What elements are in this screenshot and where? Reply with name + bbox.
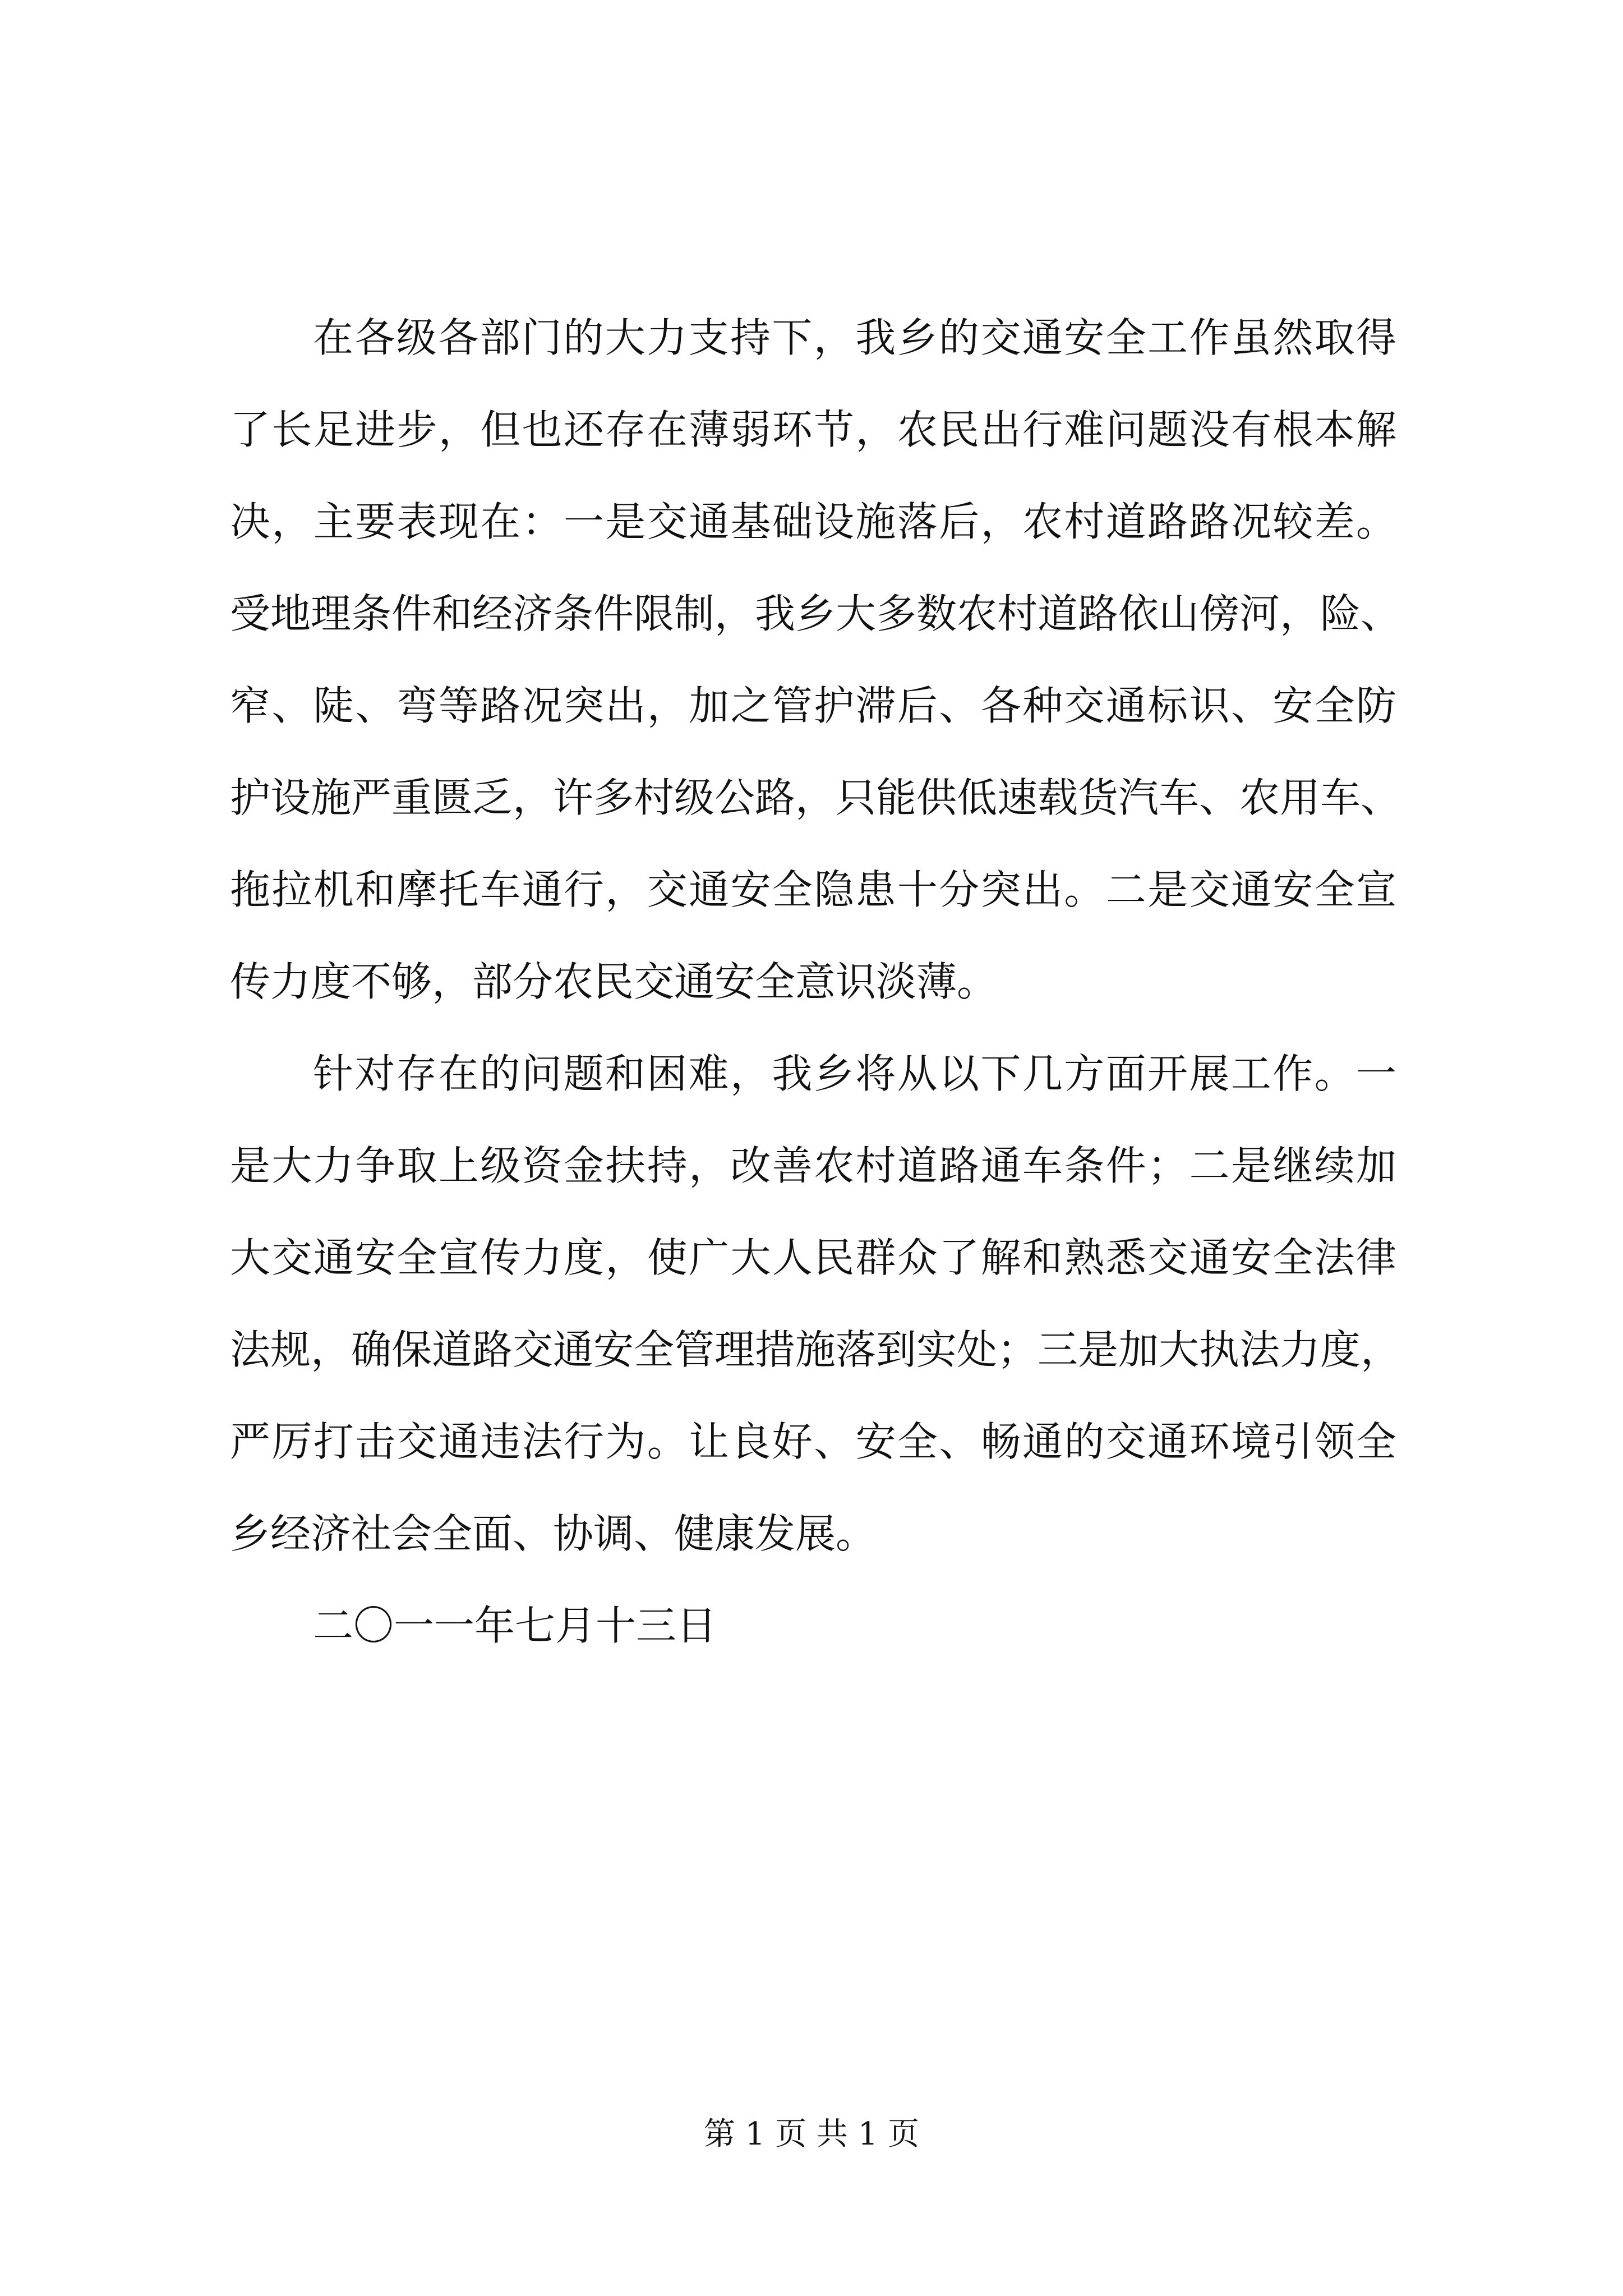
paragraph-1-line: 传力度不够，部分农民交通安全意识淡薄。 [230,958,998,1005]
paragraph-1-line: 窄、陡、弯等路况突出，加之管护滞后、各种交通标识、安全防 [230,682,1396,729]
paragraph-1-line: 了长足进步，但也还存在薄弱环节，农民出行难问题没有根本解 [230,406,1396,453]
paragraph-1 [230,292,1401,1028]
paragraph-2-line: 大交通安全宣传力度，使广大人民群众了解和熟悉交通安全法律 [230,1234,1396,1281]
paragraph-2-line: 是大力争取上级资金扶持，改善农村道路通车条件；二是继续加 [230,1142,1396,1189]
paragraph-1-line: 在各级各部门的大力支持下，我乡的交通安全工作虽然取得 [313,314,1396,361]
document-date: 二〇一一年七月十三日 [313,1602,717,1649]
paragraph-2-line: 法规，确保道路交通安全管理措施落到实处；三是加大执法力度， [230,1326,1401,1373]
paragraph-2-line: 乡经济社会全面、协调、健康发展。 [230,1510,877,1557]
page-indicator: 第 1 页 共 1 页 [703,2116,920,2152]
paragraph-1-line: 护设施严重匮乏，许多村级公路，只能供低速载货汽车、农用车、 [230,774,1401,821]
paragraph-1-line: 决，主要表现在：一是交通基础设施落后，农村道路路况较差。 [230,498,1396,545]
page-footer [0,2109,1623,2154]
document-body [230,292,1401,1672]
paragraph-1-line: 受地理条件和经济条件限制，我乡大多数农村道路依山傍河，险、 [230,590,1401,637]
paragraph-2 [230,1028,1401,1580]
paragraph-2-line: 针对存在的问题和困难，我乡将从以下几方面开展工作。一 [313,1050,1396,1097]
paragraph-2-line: 严厉打击交通违法行为。让良好、安全、畅通的交通环境引领全 [230,1418,1396,1465]
paragraph-1-line: 拖拉机和摩托车通行，交通安全隐患十分突出。二是交通安全宣 [230,866,1396,913]
